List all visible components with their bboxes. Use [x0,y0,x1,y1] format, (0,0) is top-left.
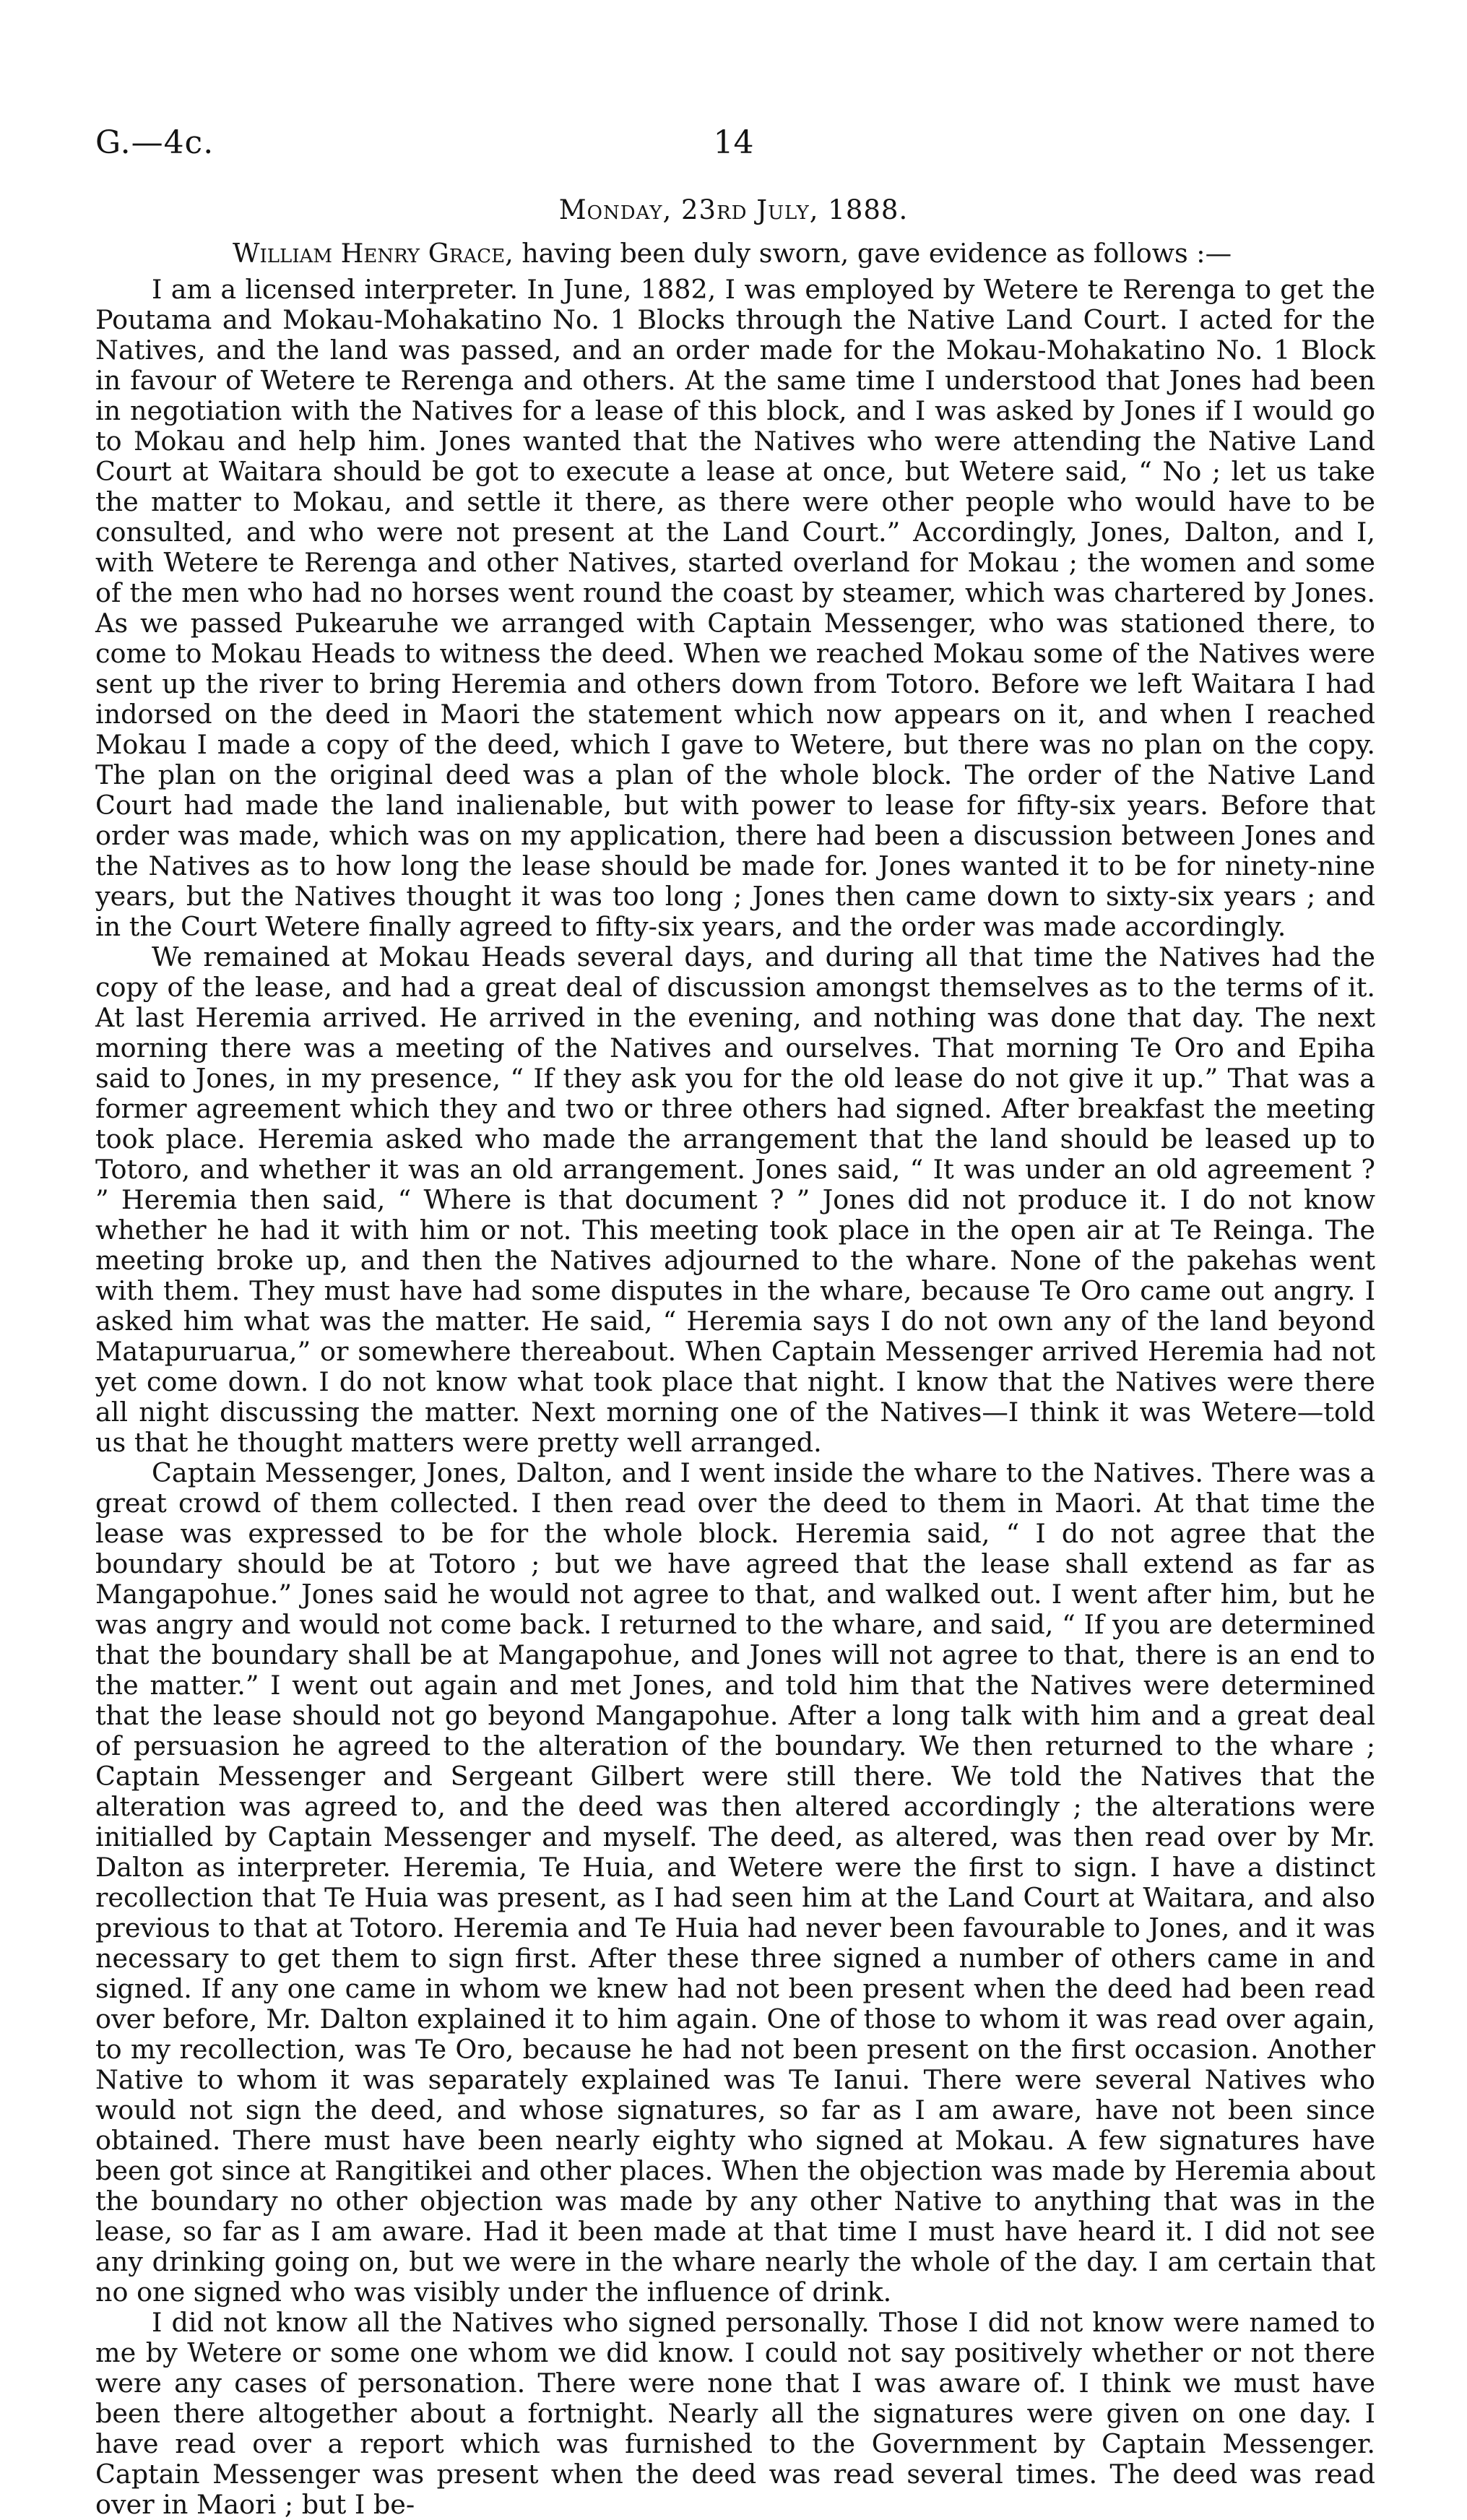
witness-intro-text: , having been duly sworn, gave evidence as follows :— [505,238,1232,269]
evidence-paragraph-2: We remained at Mokau Heads several days, and during all that time the Natives had the copy of the lease, and had a great deal of discussion amongst themselves as to the terms of it. At last Heremia arrived. He arrived in the evening, and nothing was done that day. The next morning there was a meeting of the Natives and ourselves. That morning Te Oro and Epiha said to Jones, in my presence, “ If they ask you for the old lease do not give it up.” That was a former agreement which they and two or three others had signed. After breakfast the meeting took place. Heremia asked who made the arrangement that the land should be leased up to Totoro, and whether it was an old arrangement. Jones said, “ It was under an old agreement ? ” Heremia then said, “ Where is that document ? ” Jones did not produce it. I do not know whether he had it with him or not. This meeting took place in the open air at Te Reinga. The meeting broke up, and then the Natives adjourned to the whare. None of the pakehas went with them. They must have had some disputes in the whare, because Te Oro came out angry. I asked him what was the matter. He said, “ Heremia says I do not own any of the land beyond Matapuruarua,” or somewhere thereabout. When Captain Messenger arrived Heremia had not yet come down. I do not know what took place that night. I know that the Natives were there all night discussing the matter. Next morning one of the Natives—I think it was Wetere—told us that he thought matters were pretty well arranged. [95,941,1375,1458]
date-heading: Monday, 23rd July, 1888. [558,194,909,225]
evidence-paragraph-1: I am a licensed interpreter. In June, 1882, I was employed by Wetere te Rerenga to get the Poutama and Mokau-Mohakatino No. 1 Blocks through the Native Land Court. I acted for the Natives, and the land was passed, and an order made for the Mokau-Mohakatino No. 1 Block in favour of Wetere te Rerenga and others. At the same time I understood that Jones had been in negotiation with the Natives for a lease of this block, and I was asked by Jones if I would go to Mokau and help him. Jones wanted that the Natives who were attending the Native Land Court at Waitara should be got to execute a lease at once, but Wetere said, “ No ; let us take the matter to Mokau, and settle it there, as there were other people who would have to be consulted, and who were not present at the Land Court.” Accordingly, Jones, Dalton, and I, with Wetere te Rerenga and other Natives, started overland for Mokau ; the women and some of the men who had no horses went round the coast by steamer, which was chartered by Jones. As we passed Pukearuhe we arranged with Captain Messenger, who was stationed there, to come to Mokau Heads to witness the deed. When we reached Mokau some of the Natives were sent up the river to bring Heremia and others down from Totoro. Before we left Waitara I had indorsed on the deed in Maori the statement which now appears on it, and when I reached Mokau I made a copy of the deed, which I gave to Wetere, but there was no plan on the copy. The plan on the original deed was a plan of the whole block. The order of the Native Land Court had made the land inalienable, but with power to lease for fifty-six years. Before that order was made, which was on my application, there had been a discussion between Jones and the Natives as to how long the lease should be made for. Jones wanted it to be for ninety-nine years, but the Natives thought it was too long ; Jones then came down to sixty-six years ; and in the Court Wetere finally agreed to fifty-six years, and the order was made accordingly. [95,274,1375,942]
page-number: 14 [713,124,754,161]
evidence-body [95,238,1375,2520]
evidence-paragraph-4: I did not know all the Natives who signed personally. Those I did not know were named to me by Wetere or some one whom we did know. I could not say positively whether or not there were any cases of personation. There were none that I was aware of. I think we must have been there altogether about a fortnight. Nearly all the signatures were given on one day. I have read over a report which was furnished to the Government by Captain Messenger. Captain Messenger was present when the deed was read several times. The deed was read over in Maori ; but I be- [95,2307,1375,2520]
evidence-paragraph-3: Captain Messenger, Jones, Dalton, and I went inside the whare to the Natives. There was a great crowd of them collected. I then read over the deed to them in Maori. At that time the lease was expressed to be for the whole block. Heremia said, “ I do not agree that the boundary should be at Totoro ; but we have agreed that the lease shall extend as far as Mangapohue.” Jones said he would not agree to that, and walked out. I went after him, but he was angry and would not come back. I returned to the whare, and said, “ If you are determined that the boundary shall be at Mangapohue, and Jones will not agree to that, there is an end to the matter.” I went out again and met Jones, and told him that the Natives were determined that the lease should not go beyond Mangapohue. After a long talk with him and a great deal of persuasion he agreed to the alteration of the boundary. We then returned to the whare ; Captain Messenger and Sergeant Gilbert were still there. We told the Natives that the alteration was agreed to, and the deed was then altered accordingly ; the alterations were initialled by Captain Messenger and myself. The deed, as altered, was then read over by Mr. Dalton as interpreter. Heremia, Te Huia, and Wetere were the first to sign. I have a distinct recollection that Te Huia was present, as I had seen him at the Land Court at Waitara, and also previous to that at Totoro. Heremia and Te Huia had never been favourable to Jones, and it was necessary to get them to sign first. After these three signed a number of others came in and signed. If any one came in whom we knew had not been present when the deed had been read over before, Mr. Dalton explained it to him again. One of those to whom it was read over again, to my recollection, was Te Oro, because he had not been present on the first occasion. Another Native to whom it was separately explained was Te Ianui. There were several Natives who would not sign the deed, and whose signatures, so far as I am aware, have not been since obtained. There must have been nearly eighty who signed at Mokau. A few signatures have been got since at Rangitikei and other places. When the objection was made by Heremia about the boundary no other objection was made by any other Native to anything that was in the lease, so far as I am aware. Had it been made at that time I must have heard it. I did not see any drinking going on, but we were in the whare nearly the whole of the day. I am certain that no one signed who was visibly under the influence of drink. [95,1457,1375,2308]
witness-name: William Henry Grace [233,238,506,269]
witness-intro [95,238,1375,269]
document-reference: G.—4c. [95,124,215,161]
